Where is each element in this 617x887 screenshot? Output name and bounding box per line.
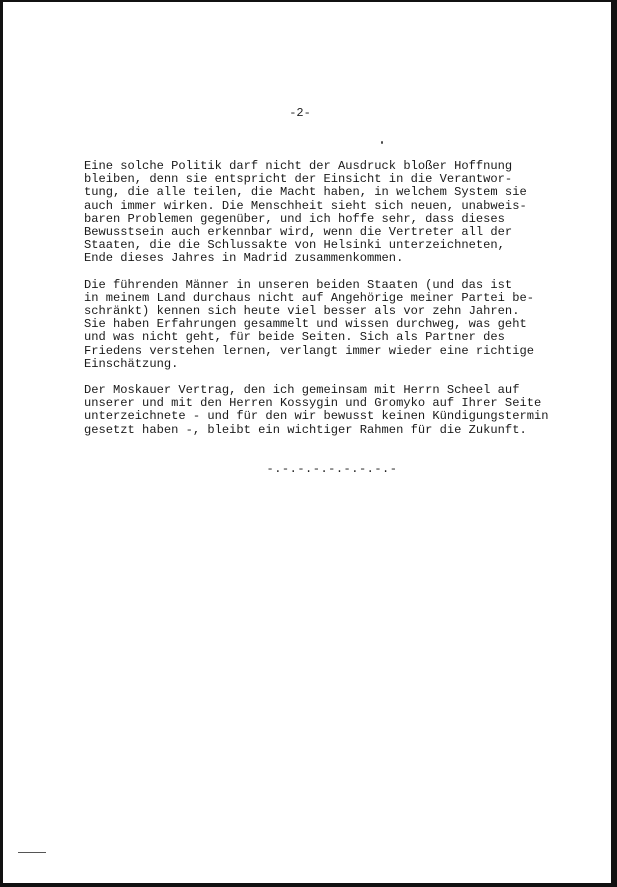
scan-edge-bottom	[0, 883, 617, 887]
text-line: Der Moskauer Vertrag, den ich gemeinsam mit Herrn Scheel auf	[84, 383, 520, 398]
text-line: bleiben, denn sie entspricht der Einsicht in die Verantwor-	[84, 172, 513, 187]
scan-edge-top	[0, 0, 617, 2]
text-line: unterzeichnete - und für den wir bewusst keinen Kündigungstermin	[84, 409, 549, 424]
scan-mark	[18, 852, 46, 853]
text-line: Einschätzung.	[84, 356, 179, 371]
scan-edge-left	[0, 0, 3, 887]
body-text	[84, 159, 549, 450]
text-line: in meinem Land durchaus nicht auf Angehörige meiner Partei be-	[84, 290, 534, 305]
text-line: Friedens verstehen lernen, verlangt immer wieder eine richtige	[84, 343, 534, 358]
text-line: Eine solche Politik darf nicht der Ausdruck bloßer Hoffnung	[84, 159, 513, 173]
text-line: Ende dieses Jahres in Madrid zusammenkommen.	[84, 251, 404, 266]
text-line: auch immer wirken. Die Menschheit sieht sich neuen, unabweis-	[84, 198, 527, 213]
closing-separator: -.-.-.-.-.-.-.-.-	[266, 462, 398, 476]
text-line: Staaten, die die Schlussakte von Helsinki unterzeichneten,	[84, 238, 505, 253]
text-line: Bewusstsein auch erkennbar wird, wenn die Vertreter all der	[84, 225, 513, 240]
paragraph-2	[84, 279, 544, 371]
scan-edge-right	[611, 0, 617, 887]
paragraph-3	[84, 383, 549, 437]
text-line: baren Problemen gegenüber, und ich hoffe sehr, dass dieses	[84, 211, 505, 226]
scan-speck	[381, 141, 383, 144]
text-line: schränkt) kennen sich heute viel besser als vor zehn Jahren.	[84, 304, 520, 319]
text-line: unserer und mit den Herren Kossygin und Gromyko auf Ihrer Seite	[84, 396, 542, 411]
text-line: und was nicht geht, für beide Seiten. Sich als Partner des	[84, 330, 505, 345]
text-line: Sie haben Erfahrungen gesammelt und wissen durchweg, was geht	[84, 317, 527, 332]
text-line: Die führenden Männer in unseren beiden Staaten (und das ist	[84, 277, 513, 292]
page-number: -2-	[289, 106, 311, 120]
text-line: gesetzt haben -, bleibt ein wichtiger Rahmen für die Zukunft.	[84, 422, 527, 437]
text-line: tung, die alle teilen, die Macht haben, in welchem System sie	[84, 185, 527, 200]
paragraph-1	[84, 160, 544, 266]
